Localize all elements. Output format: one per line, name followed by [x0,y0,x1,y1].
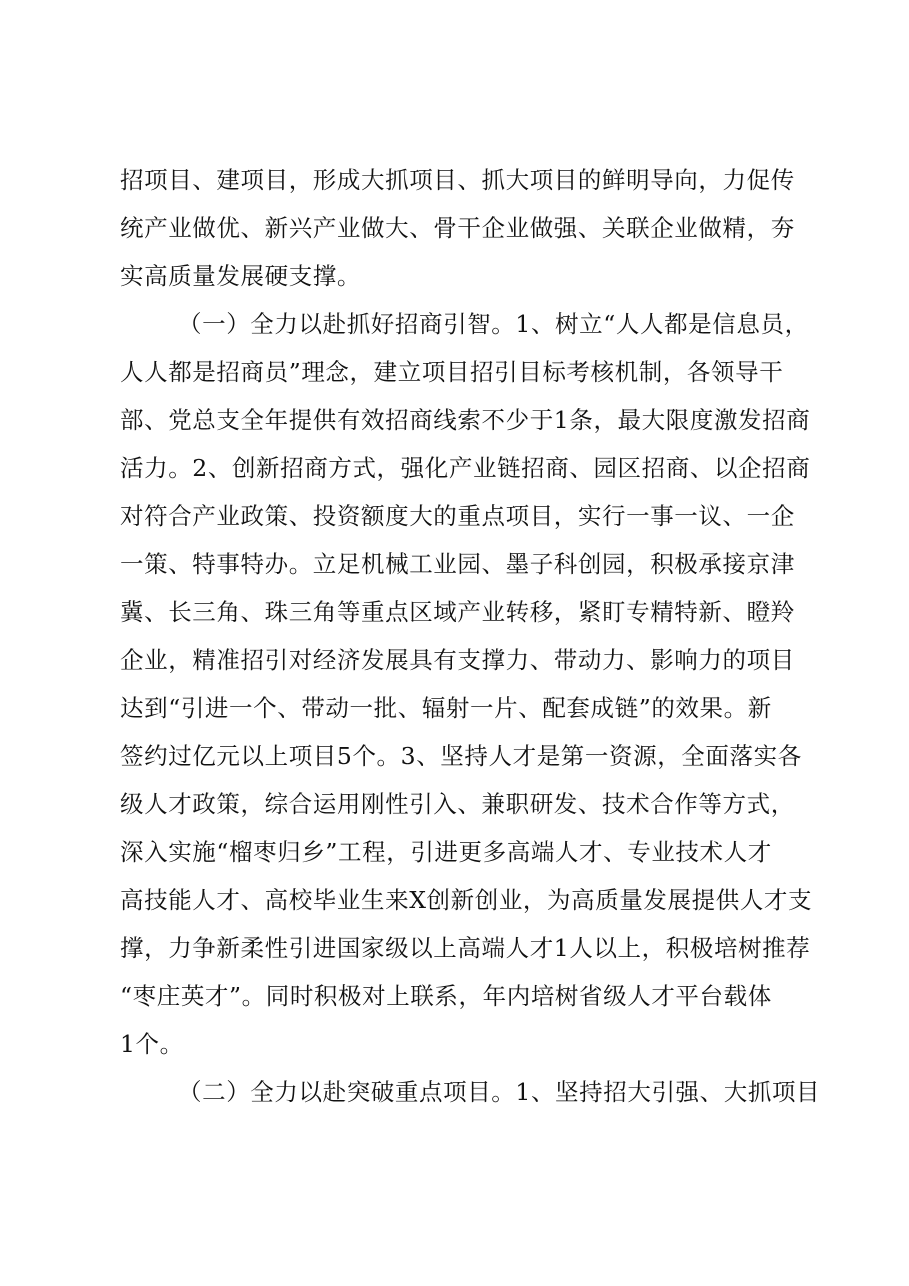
paragraph-line: 企业，精准招引对经济发展具有支撑力、带动力、影响力的项目 [120,646,795,674]
paragraph-line: 招项目、建项目，形成大抓项目、抓大项目的鲜明导向，力促传 [120,166,795,194]
paragraph-line: 级人才政策，综合运用刚性引入、兼职研发、技术合作等方式， [120,790,795,818]
paragraph-line: 撑，力争新柔性引进国家级以上高端人才1人以上，积极培树推荐 [120,934,811,962]
section-heading-line: （二）全力以赴突破重点项目。1、坚持招大引强、大抓项目 [178,1078,821,1106]
paragraph-line: 1个。 [120,1030,184,1058]
paragraph-line: 冀、长三角、珠三角等重点区域产业转移，紧盯专精特新、瞪羚 [120,598,795,626]
paragraph-line: 签约过亿元以上项目5个。3、坚持人才是第一资源，全面落实各 [120,742,802,770]
paragraph-line: 高技能人才、高校毕业生来X创新创业，为高质量发展提供人才支 [120,886,813,914]
document-body [120,156,820,1116]
paragraph-line: 人人都是招商员”理念，建立项目招引目标考核机制，各领导干 [120,358,784,386]
paragraph-line: 深入实施“榴枣归乡”工程，引进更多高端人才、专业技术人才 [120,838,772,866]
paragraph-line: 实高质量发展硬支撑。 [120,262,361,290]
paragraph-line: 活力。2、创新招商方式，强化产业链招商、园区招商、以企招商 [120,454,811,482]
paragraph-line: “枣庄英才”。同时积极对上联系，年内培树省级人才平台载体 [120,982,772,1010]
paragraph-line: 对符合产业政策、投资额度大的重点项目，实行一事一议、一企 [120,502,795,530]
paragraph-line: 达到“引进一个、带动一批、辐射一片、配套成链”的效果。新 [120,694,772,722]
paragraph-line: 部、党总支全年提供有效招商线索不少于1条，最大限度激发招商 [120,406,811,434]
paragraph-line: 一策、特事特办。立足机械工业园、墨子科创园，积极承接京津 [120,550,795,578]
paragraph-line: 统产业做优、新兴产业做大、骨干企业做强、关联企业做精，夯 [120,214,795,242]
section-heading-line: （一）全力以赴抓好招商引智。1、树立“人人都是信息员， [178,310,809,338]
